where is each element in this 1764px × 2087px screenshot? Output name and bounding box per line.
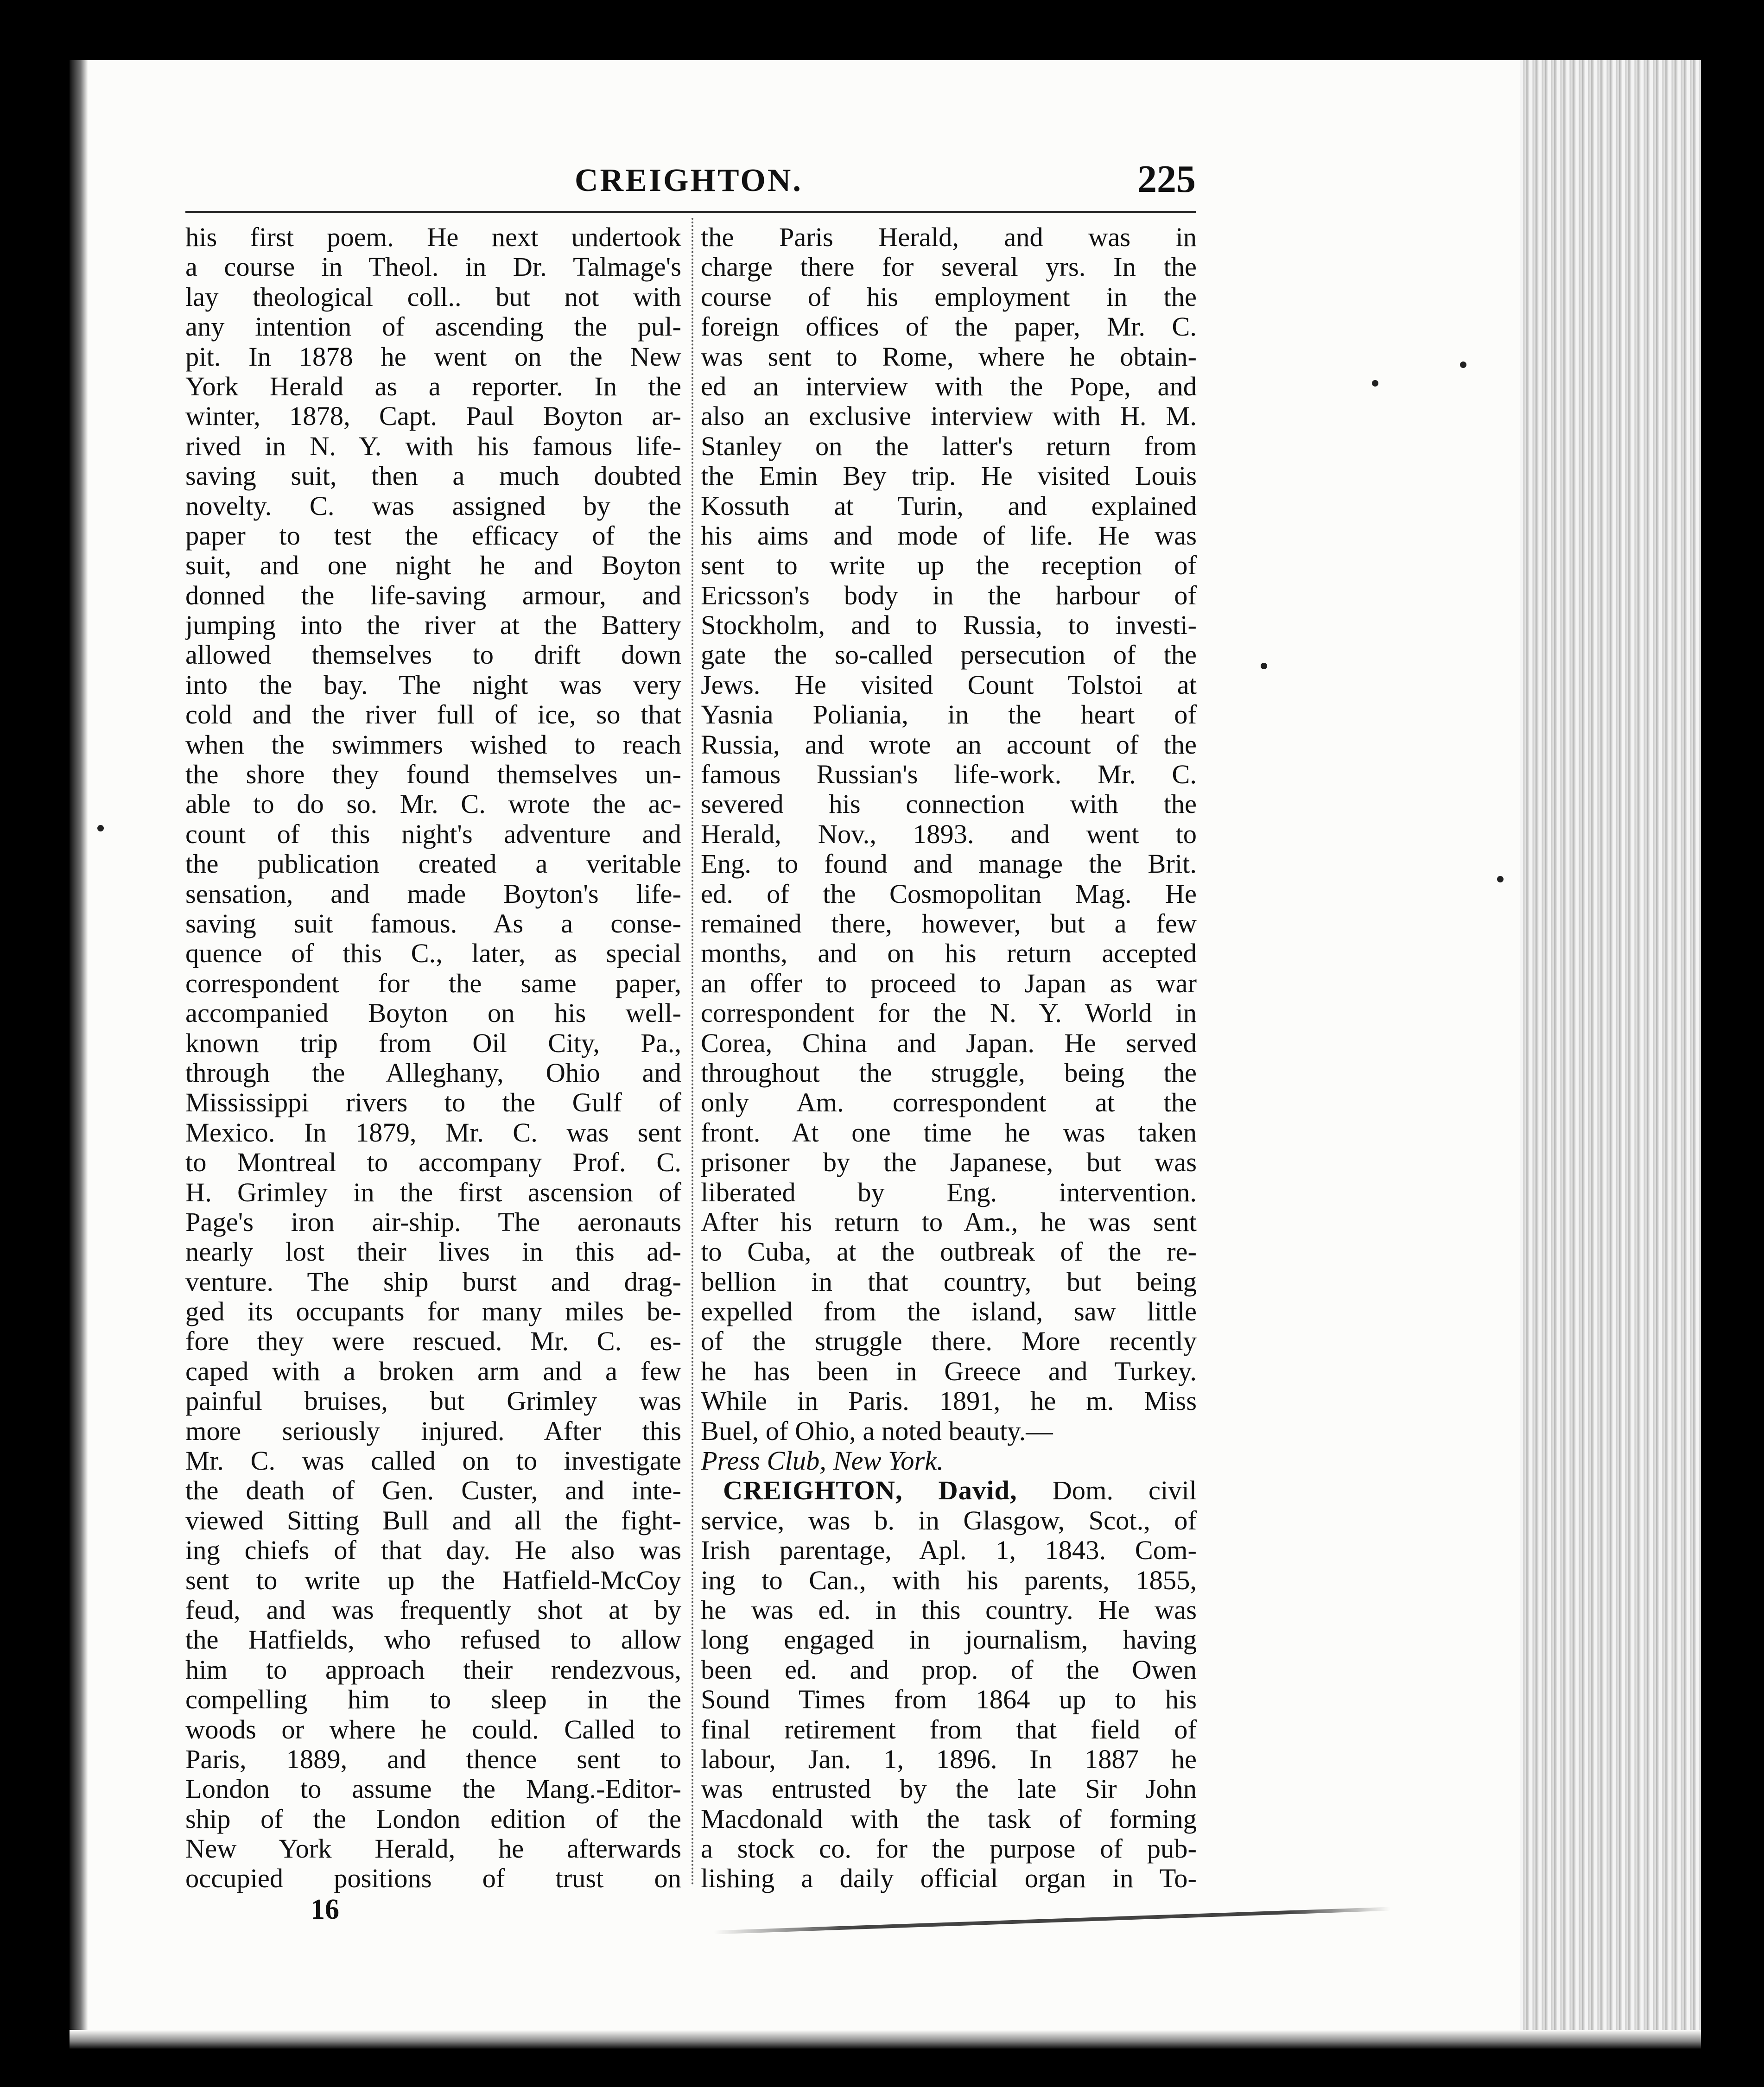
text-line: was sent to Rome, where he obtain- (701, 342, 1197, 372)
text-line: ing chiefs of that day. He also was (185, 1535, 681, 1566)
text-line: Ericsson's body in the harbour of (701, 580, 1197, 610)
text-line: nearly lost their lives in this ad- (185, 1237, 681, 1267)
text-line: Mr. C. was called on to investigate (185, 1446, 681, 1476)
text-line: Kossuth at Turin, and explained (701, 491, 1197, 521)
text-line: paper to test the efficacy of the (185, 520, 681, 551)
text-line: sent to write up the Hatfield-McCoy (185, 1565, 681, 1595)
text-line: Stockholm, and to Russia, to investi- (701, 610, 1197, 641)
text-line: any intention of ascending the pul- (185, 312, 681, 342)
text-line: lishing a daily official organ in To- (701, 1864, 1197, 1894)
text-line: correspondent for the N. Y. World in (701, 998, 1197, 1028)
text-line: compelling him to sleep in the (185, 1685, 681, 1715)
text-line: London to assume the Mang.-Editor- (185, 1774, 681, 1804)
text-line: New York Herald, he afterwards (185, 1834, 681, 1864)
text-line: correspondent for the same paper, (185, 968, 681, 998)
text-line: through the Alleghany, Ohio and (185, 1058, 681, 1088)
text-line: feud, and was frequently shot at by (185, 1595, 681, 1625)
ink-speck (1372, 380, 1378, 387)
text-line: gate the so-called persecution of the (701, 640, 1197, 670)
text-line: suit, and one night he and Boyton (185, 551, 681, 581)
text-line: H. Grimley in the first ascension of (185, 1177, 681, 1207)
text-line: While in Paris. 1891, he m. Miss (701, 1386, 1197, 1416)
text-line: front. At one time he was taken (701, 1117, 1197, 1148)
text-line: course of his employment in the (701, 282, 1197, 312)
text-line: long engaged in journalism, having (701, 1625, 1197, 1655)
text-line: him to approach their rendezvous, (185, 1655, 681, 1685)
text-line: of the struggle there. More recently (701, 1326, 1197, 1357)
text-line: charge there for several yrs. In the (701, 252, 1197, 282)
text-line: count of this night's adventure and (185, 819, 681, 849)
text-line: allowed themselves to drift down (185, 640, 681, 670)
ink-speck (1460, 362, 1466, 368)
page-edge-left (70, 60, 88, 2035)
text-line: winter, 1878, Capt. Paul Boyton ar- (185, 401, 681, 431)
text-line: ed an interview with the Pope, and (701, 371, 1197, 401)
text-line: more seriously injured. After this (185, 1416, 681, 1446)
text-line: into the bay. The night was very (185, 670, 681, 700)
text-line: the publication created a veritable (185, 849, 681, 879)
entry-heading-name: CREIGHTON, David, (723, 1476, 1017, 1506)
text-line: pit. In 1878 he went on the New (185, 342, 681, 372)
text-line: donned the life-saving armour, and (185, 580, 681, 610)
text-line: lay theological coll.. but not with (185, 282, 681, 312)
text-line: Russia, and wrote an account of the (701, 729, 1197, 760)
text-line: the Paris Herald, and was in (701, 222, 1197, 252)
page-edge-bottom (70, 2030, 1701, 2049)
text-line: also an exclusive interview with H. M. (701, 401, 1197, 431)
text-line: the death of Gen. Custer, and inte- (185, 1476, 681, 1506)
text-line: liberated by Eng. intervention. (701, 1177, 1197, 1207)
text-line: viewed Sitting Bull and all the fight- (185, 1505, 681, 1535)
ink-speck (97, 825, 104, 831)
text-line: Paris, 1889, and thence sent to (185, 1744, 681, 1774)
text-line: famous Russian's life-work. Mr. C. (701, 760, 1197, 790)
text-line: the Emin Bey trip. He visited Louis (701, 461, 1197, 491)
text-line: cold and the river full of ice, so that (185, 700, 681, 730)
text-line: Buel, of Ohio, a noted beauty.— (701, 1416, 1053, 1446)
text-line: his first poem. He next undertook (185, 222, 681, 252)
text-line: able to do so. Mr. C. wrote the ac- (185, 789, 681, 819)
text-line: sent to write up the reception of (701, 551, 1197, 581)
text-line: to Montreal to accompany Prof. C. (185, 1148, 681, 1178)
text-line: prisoner by the Japanese, but was (701, 1148, 1197, 1178)
text-line: Stanley on the latter's return from (701, 431, 1197, 461)
text-line: York Herald as a reporter. In the (185, 371, 681, 401)
text-line: Macdonald with the task of forming (701, 1804, 1197, 1834)
text-line: he was ed. in this country. He was (701, 1595, 1197, 1625)
text-line: the shore they found themselves un- (185, 760, 681, 790)
text-line: final retirement from that field of (701, 1714, 1197, 1744)
text-line: woods or where he could. Called to (185, 1714, 681, 1744)
signature-mark: 16 (311, 1894, 339, 1925)
text-line: the Hatfields, who refused to allow (185, 1625, 681, 1655)
text-line: painful bruises, but Grimley was (185, 1386, 681, 1416)
page-edge-shadow (1520, 60, 1701, 2035)
text-line: Herald, Nov., 1893. and went to (701, 819, 1197, 849)
text-line: accompanied Boyton on his well- (185, 998, 681, 1028)
text-line: to Cuba, at the outbreak of the re- (701, 1237, 1197, 1267)
text-line: ed. of the Cosmopolitan Mag. He (701, 879, 1197, 909)
text-line: novelty. C. was assigned by the (185, 491, 681, 521)
text-line: Eng. to found and manage the Brit. (701, 849, 1197, 879)
text-line: rived in N. Y. with his famous life- (185, 431, 681, 461)
text-line: when the swimmers wished to reach (185, 729, 681, 760)
text-line: throughout the struggle, being the (701, 1058, 1197, 1088)
text-line: caped with a broken arm and a few (185, 1356, 681, 1386)
text-line: Corea, China and Japan. He served (701, 1028, 1197, 1058)
text-line: Jews. He visited Count Tolstoi at (701, 670, 1197, 700)
running-head (185, 153, 1196, 209)
text-line: Mexico. In 1879, Mr. C. was sent (185, 1117, 681, 1148)
entry-start-line: CREIGHTON, David, Dom. civil (723, 1476, 1197, 1506)
text-line: he has been in Greece and Turkey. (701, 1356, 1197, 1386)
text-line: foreign offices of the paper, Mr. C. (701, 312, 1197, 342)
text-line: severed his connection with the (701, 789, 1197, 819)
text-line: Mississippi rivers to the Gulf of (185, 1088, 681, 1118)
text-line: only Am. correspondent at the (701, 1088, 1197, 1118)
text-line: ing to Can., with his parents, 1855, (701, 1565, 1197, 1595)
ink-speck (1261, 663, 1267, 669)
text-line: jumping into the river at the Battery (185, 610, 681, 641)
text-line: Press Club, New York. (701, 1446, 944, 1476)
text-line: his aims and mode of life. He was (701, 520, 1197, 551)
ink-speck (1497, 876, 1504, 882)
left-column (185, 222, 681, 1894)
text-line: Page's iron air-ship. The aeronauts (185, 1207, 681, 1237)
text-line: months, and on his return accepted (701, 939, 1197, 969)
text-line: was entrusted by the late Sir John (701, 1774, 1197, 1804)
page-number: 225 (1137, 158, 1196, 201)
text-line: remained there, however, but a few (701, 908, 1197, 939)
text-line: Yasnia Poliania, in the heart of (701, 700, 1197, 730)
text-line: fore they were rescued. Mr. C. es- (185, 1326, 681, 1357)
column-divider (692, 218, 693, 1886)
text-line: known trip from Oil City, Pa., (185, 1028, 681, 1058)
text-line: expelled from the island, saw little (701, 1297, 1197, 1327)
text-line: venture. The ship burst and drag- (185, 1267, 681, 1297)
text-line: service, was b. in Glasgow, Scot., of (701, 1505, 1197, 1535)
text-line: ship of the London edition of the (185, 1804, 681, 1834)
text-line: been ed. and prop. of the Owen (701, 1655, 1197, 1685)
text-line: an offer to proceed to Japan as war (701, 968, 1197, 998)
text-line: occupied positions of trust on (185, 1864, 681, 1894)
text-line: Sound Times from 1864 up to his (701, 1685, 1197, 1715)
text-line: sensation, and made Boyton's life- (185, 879, 681, 909)
text-line: Irish parentage, Apl. 1, 1843. Com- (701, 1535, 1197, 1566)
text-line: ged its occupants for many miles be- (185, 1297, 681, 1327)
text-line: saving suit famous. As a conse- (185, 908, 681, 939)
text-line: labour, Jan. 1, 1896. In 1887 he (701, 1744, 1197, 1774)
text-line: bellion in that country, but being (701, 1267, 1197, 1297)
text-line: saving suit, then a much doubted (185, 461, 681, 491)
text-line: quence of this C., later, as special (185, 939, 681, 969)
text-line: After his return to Am., he was sent (701, 1207, 1197, 1237)
running-head-title: CREIGHTON. (575, 163, 803, 198)
right-column (701, 222, 1197, 1894)
text-line: a course in Theol. in Dr. Talmage's (185, 252, 681, 282)
text-line: a stock co. for the purpose of pub- (701, 1834, 1197, 1864)
header-rule (185, 211, 1196, 213)
